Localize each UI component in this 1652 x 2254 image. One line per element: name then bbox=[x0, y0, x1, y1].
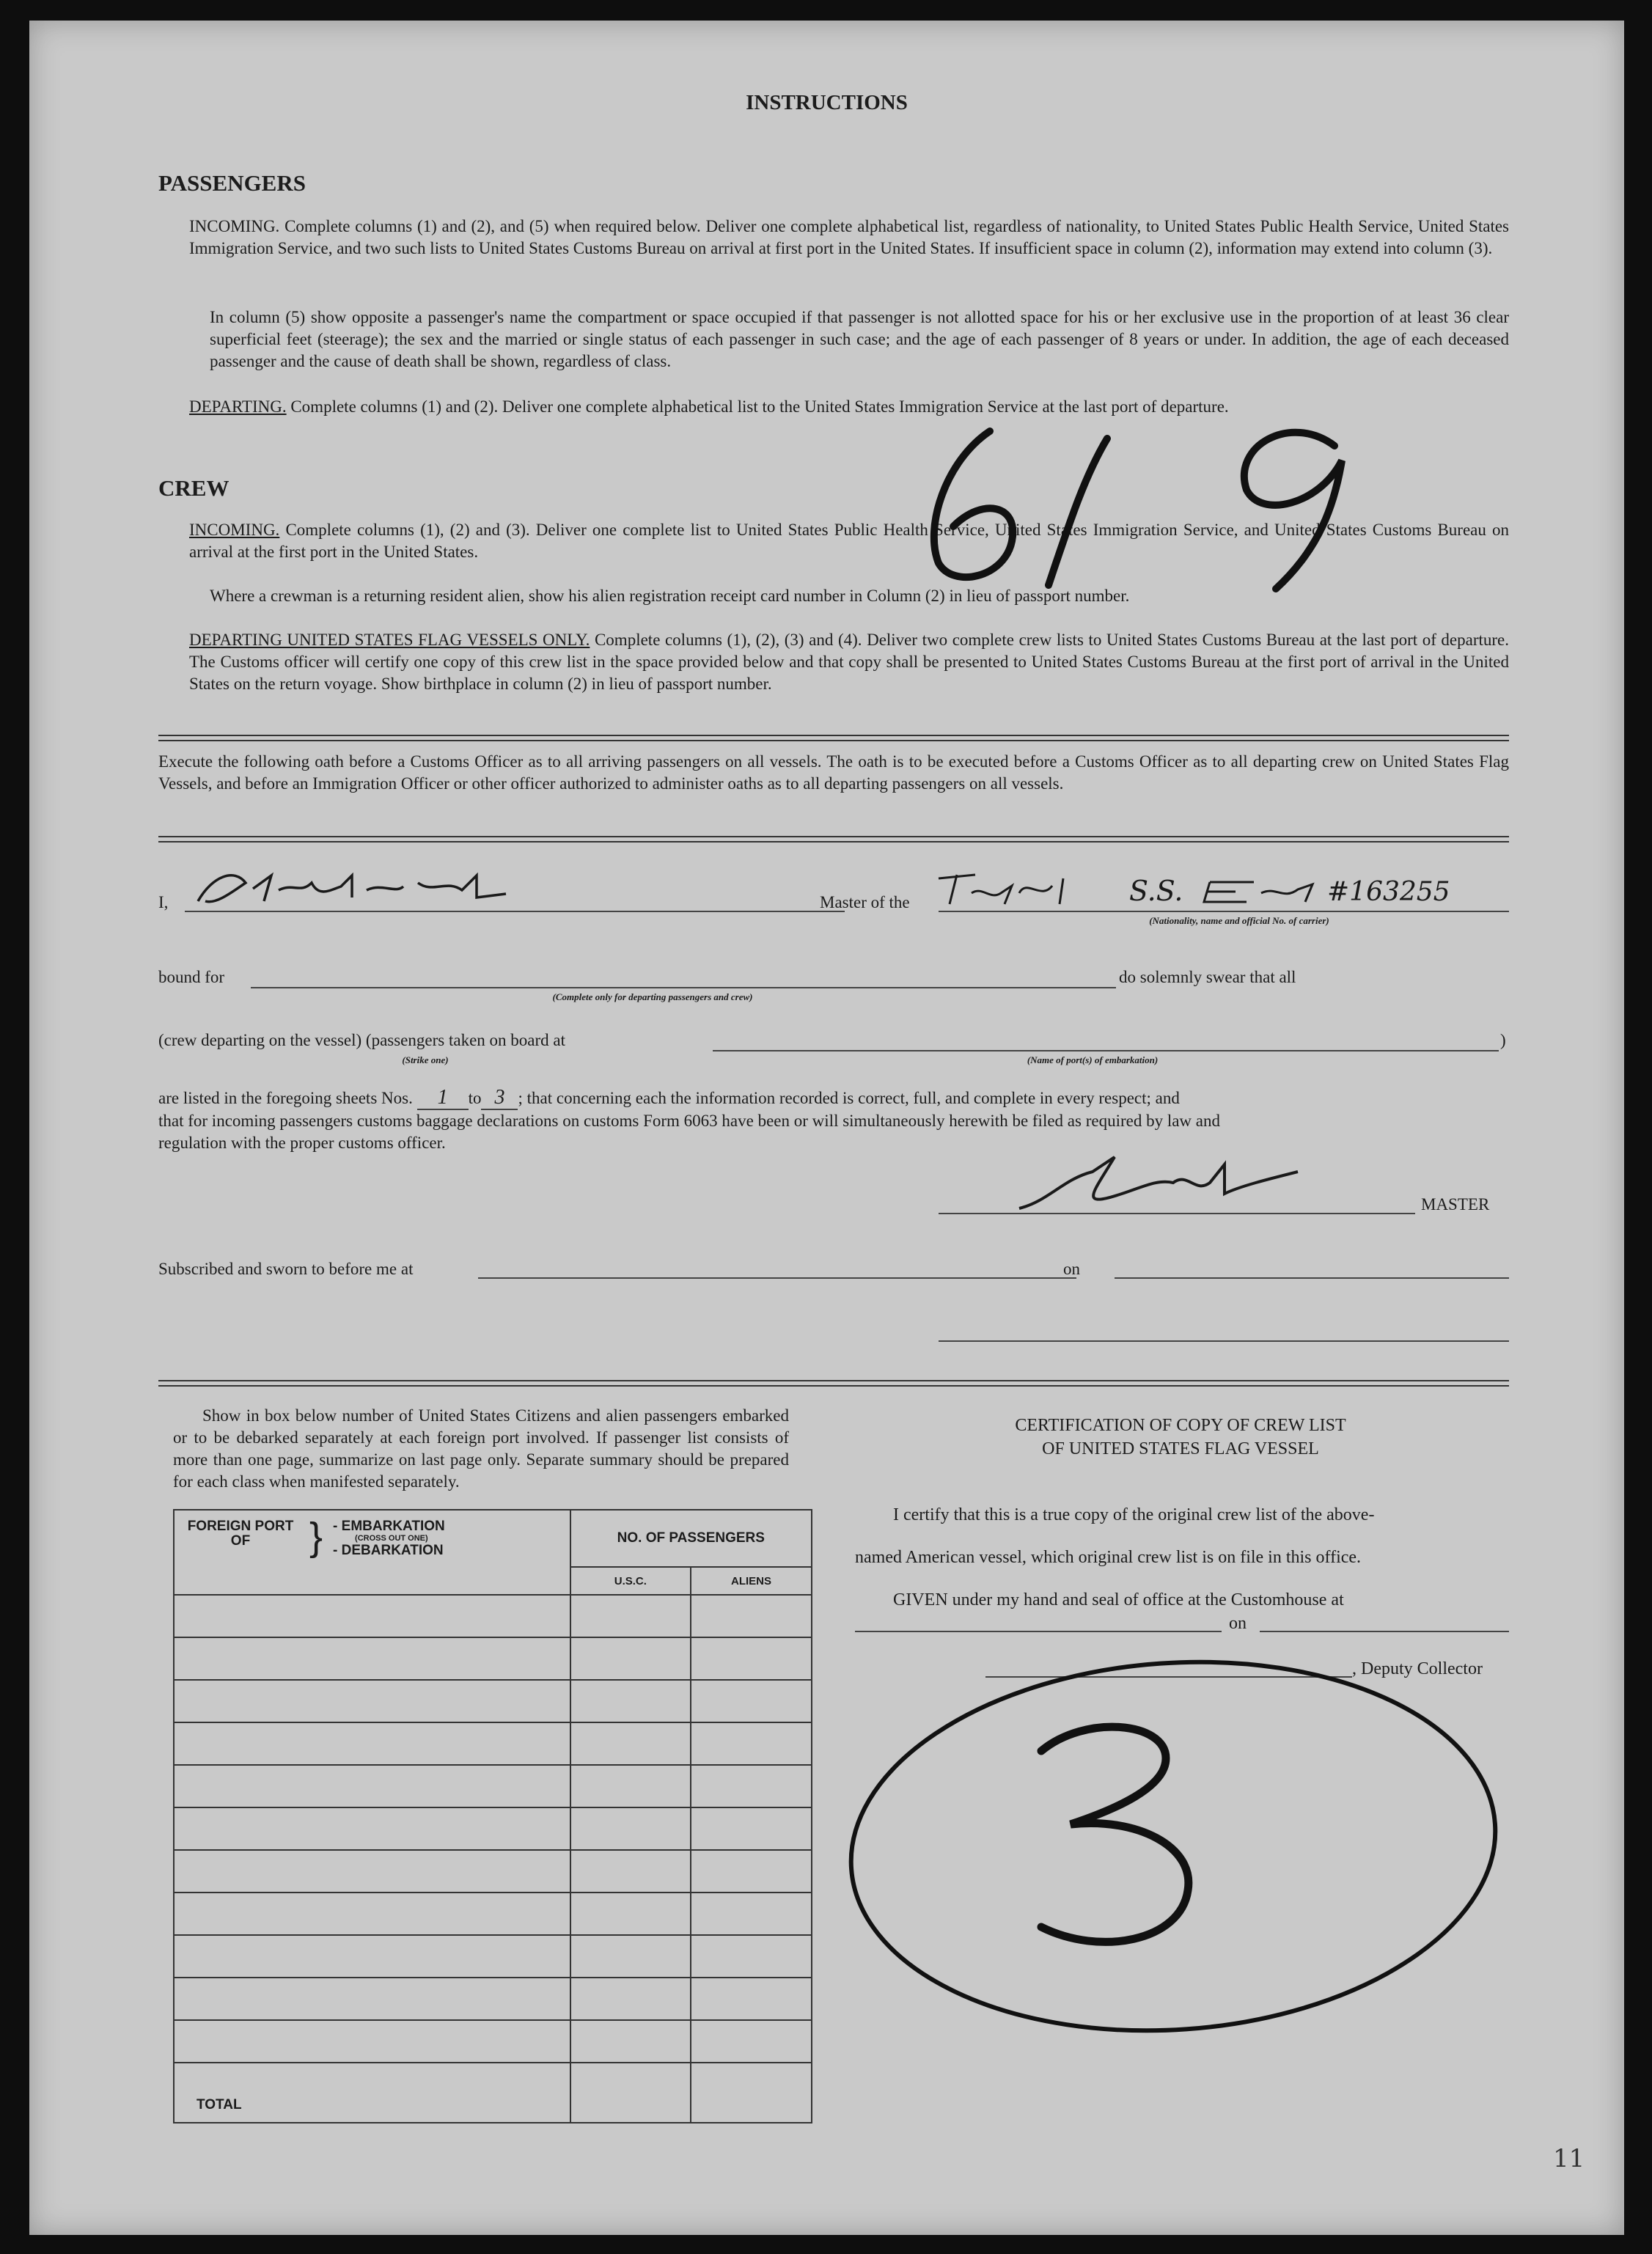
usc-cell[interactable] bbox=[570, 1680, 691, 1722]
total-label: TOTAL bbox=[174, 2063, 570, 2123]
listed-line-2: that for incoming passengers customs baggage declarations on customs Form 6063 have been or will simultaneously herewith be filed as required by law and bbox=[158, 1112, 1221, 1130]
usc-cell[interactable] bbox=[570, 1722, 691, 1765]
sheet-from: 1 bbox=[417, 1087, 469, 1110]
section-divider bbox=[158, 1380, 1509, 1387]
table-row bbox=[174, 1680, 812, 1722]
crew-incoming-text: Complete columns (1), (2) and (3). Deliver one complete list to United States Public Health Service, United States Immigration Service, and United States Customs Bureau on arrival at the first port in the United States. bbox=[189, 521, 1510, 561]
listed-text-1: ; that concerning each the information recorded is correct, full, and complete in every respect; and bbox=[518, 1089, 1180, 1107]
section-divider bbox=[158, 836, 1509, 843]
passengers-incoming-paragraph bbox=[189, 216, 1509, 260]
crew-heading: CREW bbox=[158, 475, 230, 501]
oath-instructions: Execute the following oath before a Customs Officer as to all arriving passengers on all vessels. The oath is to be executed before a Customs Officer as to all departing crew on United States Flag Vessels, and before an Immigration Officer or other officer authorized to administer oaths as to all departing passengers on all vessels. bbox=[158, 752, 1509, 793]
master-signature-line bbox=[939, 1213, 1415, 1214]
certification-line-3: GIVEN under my hand and seal of office at the Customhouse at bbox=[893, 1590, 1344, 1609]
aliens-cell[interactable] bbox=[691, 1893, 812, 1935]
ports-caption: (Name of port(s) of embarkation) bbox=[1027, 1054, 1159, 1065]
port-cell[interactable] bbox=[174, 1807, 570, 1850]
master-name-line bbox=[185, 911, 845, 912]
passengers-incoming-text: Complete columns (1) and (2), and (5) when required below. Deliver one complete alphabetical list, regardless of nationality, to United States Public Health Service, United States Immigration Service, and two such lists to United States Customs Bureau on arrival at first port in the United States. If insufficient space in column (2), information may extend into column (3). bbox=[189, 217, 1510, 257]
usc-cell[interactable] bbox=[570, 1637, 691, 1680]
officer-signature-line bbox=[939, 1340, 1509, 1342]
svg-text:S.S.: S.S. bbox=[1129, 875, 1183, 907]
carrier-line bbox=[939, 911, 1509, 912]
port-cell[interactable] bbox=[174, 1978, 570, 2020]
table-row bbox=[174, 2020, 812, 2063]
passengers-column5-paragraph: In column (5) show opposite a passenger's name the compartment or space occupied if that passenger is not allotted space for his or her exclusive use in the proportion of at least 36 clear superficial feet (steerage); the sex and the married or single status of each passenger in such case; and the age of each passenger of 8 years or under. In addition, the age of each deceased passenger and the cause of death shall be shown, regardless of class. bbox=[210, 308, 1509, 370]
passengers-departing-text: Complete columns (1) and (2). Deliver one complete alphabetical list to the United States Immigration Service at the last port of departure. bbox=[290, 397, 1229, 416]
port-cell[interactable] bbox=[174, 1765, 570, 1807]
table-row bbox=[174, 1978, 812, 2020]
usc-cell[interactable] bbox=[570, 1807, 691, 1850]
table-row bbox=[174, 1765, 812, 1807]
table-row bbox=[174, 1637, 812, 1680]
crew-departing-text: Complete columns (1), (2), (3) and (4). Deliver two complete crew lists to United States Customs Bureau at the last port of departure. The Customs officer will certify one copy of this crew list in the space provided below and that copy shall be presented to United States Customs Bureau at the first port of arrival in the United States on the return voyage. Show birthplace in column (2) in lieu of passport number. bbox=[189, 631, 1510, 693]
svg-text:#163255: #163255 bbox=[1327, 877, 1450, 907]
carrier-handwriting bbox=[931, 864, 1496, 912]
swear-label: do solemnly swear that all bbox=[1119, 968, 1296, 986]
bound-for-line bbox=[251, 987, 1116, 988]
no-of-passengers-header: NO. OF PASSENGERS bbox=[570, 1510, 812, 1567]
subscribed-label: Subscribed and sworn to before me at bbox=[158, 1260, 414, 1278]
summary-instructions: Show in box below number of United States Citizens and alien passengers embarked or to be debarked separately at each foreign port involved. If passenger list consists of more than one page, summarize on last page only. Separate summary should be prepared for each class when manifested separately. bbox=[173, 1406, 789, 1491]
table-row bbox=[174, 1935, 812, 1978]
passengers-incoming-label: INCOMING. bbox=[189, 217, 280, 235]
subscribed-on-label: on bbox=[1063, 1260, 1080, 1278]
passengers-departing-paragraph bbox=[189, 396, 1509, 418]
deputy-collector-label: , Deputy Collector bbox=[1352, 1659, 1483, 1678]
subscribed-place-line bbox=[478, 1277, 1076, 1279]
crew-resident-paragraph: Where a crewman is a returning resident alien, show his alien registration receipt card number in Column (2) in lieu of passport number. bbox=[210, 587, 1130, 605]
total-usc-cell[interactable] bbox=[570, 2063, 691, 2123]
page-title: INSTRUCTIONS bbox=[746, 91, 908, 114]
aliens-cell[interactable] bbox=[691, 1807, 812, 1850]
oath-i-label: I, bbox=[158, 893, 169, 911]
close-paren: ) bbox=[1500, 1031, 1506, 1049]
listed-prefix: are listed in the foregoing sheets Nos. bbox=[158, 1089, 413, 1107]
debarkation-label: - DEBARKATION bbox=[333, 1543, 444, 1558]
certification-line-2: named American vessel, which original crew list is on file in this office. bbox=[855, 1548, 1362, 1567]
brace: } bbox=[309, 1515, 323, 1559]
sheet-to: 3 bbox=[481, 1087, 518, 1110]
listed-line-3: regulation with the proper customs officer. bbox=[158, 1134, 446, 1152]
passenger-summary-table bbox=[173, 1509, 812, 2123]
aliens-cell[interactable] bbox=[691, 2020, 812, 2063]
port-cell[interactable] bbox=[174, 2020, 570, 2063]
subscribed-date-line bbox=[1115, 1277, 1509, 1279]
crew-incoming-label: INCOMING. bbox=[189, 521, 280, 539]
aliens-cell[interactable] bbox=[691, 1850, 812, 1893]
usc-cell[interactable] bbox=[570, 1893, 691, 1935]
port-cell[interactable] bbox=[174, 1637, 570, 1680]
aliens-cell[interactable] bbox=[691, 1680, 812, 1722]
aliens-cell[interactable] bbox=[691, 1637, 812, 1680]
aliens-cell[interactable] bbox=[691, 1722, 812, 1765]
aliens-cell[interactable] bbox=[691, 1978, 812, 2020]
master-signature bbox=[1005, 1150, 1313, 1223]
crew-passengers-label: (crew departing on the vessel) (passengers taken on board at bbox=[158, 1031, 565, 1049]
usc-cell[interactable] bbox=[570, 1978, 691, 2020]
embarkation-label: - EMBARKATION bbox=[333, 1519, 445, 1534]
certification-line-1: I certify that this is a true copy of the original crew list of the above- bbox=[893, 1505, 1375, 1524]
certification-date-line bbox=[1260, 1631, 1509, 1632]
cross-out-label: (CROSS OUT ONE) bbox=[355, 1534, 428, 1543]
port-cell[interactable] bbox=[174, 1850, 570, 1893]
table-row bbox=[174, 1850, 812, 1893]
bound-for-caption: (Complete only for departing passengers and crew) bbox=[552, 991, 753, 1002]
port-cell[interactable] bbox=[174, 1680, 570, 1722]
port-cell[interactable] bbox=[174, 1595, 570, 1637]
corner-page-mark: 11 bbox=[1553, 2144, 1585, 2173]
section-divider bbox=[158, 735, 1509, 741]
aliens-cell[interactable] bbox=[691, 1765, 812, 1807]
listed-line-1 bbox=[158, 1087, 1509, 1110]
port-cell[interactable] bbox=[174, 1935, 570, 1978]
certification-title-1: CERTIFICATION OF COPY OF CREW LIST bbox=[1015, 1416, 1346, 1435]
port-header-cell bbox=[174, 1510, 570, 1595]
master-label: MASTER bbox=[1421, 1195, 1490, 1214]
usc-cell[interactable] bbox=[570, 1595, 691, 1637]
master-of-label: Master of the bbox=[820, 893, 910, 911]
table-row bbox=[174, 1595, 812, 1637]
bound-for-label: bound for bbox=[158, 968, 225, 986]
port-cell[interactable] bbox=[174, 1722, 570, 1765]
master-name-signature bbox=[183, 861, 528, 912]
passengers-heading: PASSENGERS bbox=[158, 170, 306, 196]
strike-one-caption: (Strike one) bbox=[402, 1054, 449, 1065]
carrier-caption: (Nationality, name and official No. of carrier) bbox=[1149, 915, 1329, 926]
usc-cell[interactable] bbox=[570, 1850, 691, 1893]
foreign-port-label: FOREIGN PORT OF bbox=[187, 1519, 294, 1549]
usc-header: U.S.C. bbox=[570, 1567, 691, 1595]
usc-cell[interactable] bbox=[570, 2020, 691, 2063]
aliens-cell[interactable] bbox=[691, 1935, 812, 1978]
port-cell[interactable] bbox=[174, 1893, 570, 1935]
table-row bbox=[174, 1807, 812, 1850]
certification-title-2: OF UNITED STATES FLAG VESSEL bbox=[1042, 1439, 1319, 1458]
total-aliens-cell[interactable] bbox=[691, 2063, 812, 2123]
document-page bbox=[29, 21, 1624, 2235]
table-row bbox=[174, 1722, 812, 1765]
crew-departing-paragraph bbox=[189, 629, 1509, 695]
crew-departing-label: DEPARTING UNITED STATES FLAG VESSELS ONLY. bbox=[189, 631, 590, 649]
to-label: to bbox=[468, 1089, 482, 1107]
ports-line bbox=[713, 1050, 1499, 1051]
customhouse-line bbox=[855, 1631, 1222, 1632]
handwritten-number-619 bbox=[865, 416, 1437, 592]
certification-on-label: on bbox=[1229, 1614, 1247, 1633]
usc-cell[interactable] bbox=[570, 1765, 691, 1807]
usc-cell[interactable] bbox=[570, 1935, 691, 1978]
aliens-header: ALIENS bbox=[691, 1567, 812, 1595]
aliens-cell[interactable] bbox=[691, 1595, 812, 1637]
passengers-departing-label: DEPARTING. bbox=[189, 397, 287, 416]
circled-number-3 bbox=[821, 1634, 1540, 2044]
table-row bbox=[174, 1893, 812, 1935]
